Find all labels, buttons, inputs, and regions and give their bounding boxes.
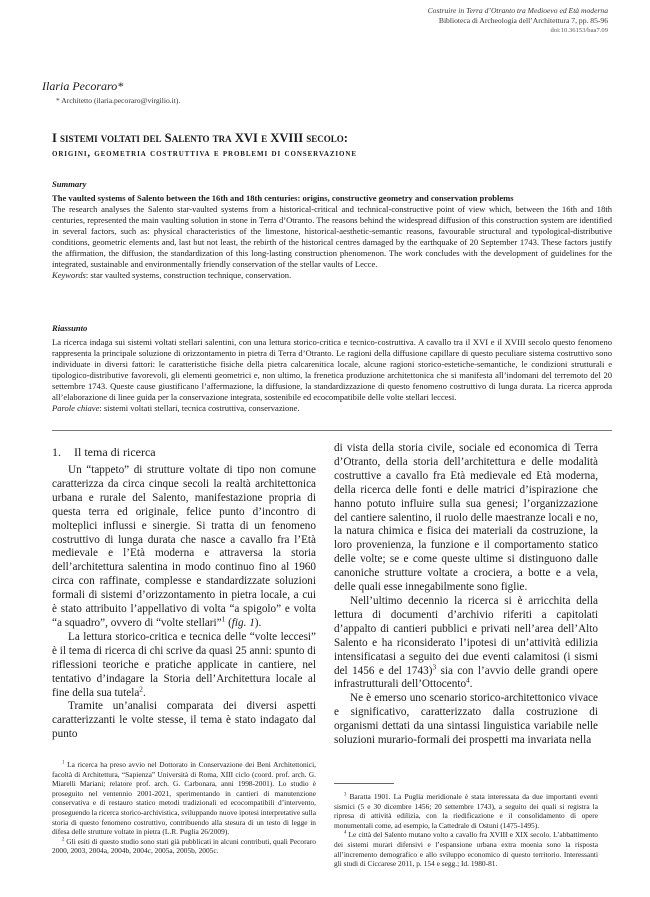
summary-block	[52, 179, 612, 281]
paragraph-text: Un “tappeto” di strutture voltate di tipo non comune caratterizza da circa cinque secoli la realtà architettonica urbana e rurale del Salento, manifestazione propria di questa terra ed originale, felice punto d’incontro di molteplici influssi e sinergie. Si tratta di un fenomeno costruttivo di lunga durata che nasce a cavallo fra l’Età medievale e l’Età moderna e attraversa la storia dell’architettura salentina in modo continuo fino al 1960 circa con raffinate, complesse e standardizzate soluzioni formali di sistemi d’orizzontamento in pietra locale, a cui è stato attribuito l’appellativo di volta “a spigolo” e volta “a squadro”, ovvero di “volte stellari”	[52, 464, 316, 629]
author-affiliation: * Architetto (ilaria.pecoraro@virgilio.it).	[56, 96, 181, 105]
footnote: $^4$ Le città del Salento mutano volto a cavallo fra XVIII e XIX secolo. L’abbattimento dei sistemi murari difensivi e l’espansione urbana extra moenia sono la risposta all’incremento demografico e allo sviluppo economico di questo territorio. Interessanti gli studi di Ciccarese 2011, p. 154 e segg.; Id. 1980-81.	[334, 830, 598, 869]
series-pages: Biblioteca di Archeologia dell’Architettura 7, pp. 85-96	[438, 16, 608, 25]
paragraph-text: Ne è emerso uno scenario storico-architettonico vivace e significativo, caratterizzato dalla costruzione di organismi dettati da una sintassi linguistica variabile nelle soluzioni murario-formali dei prospetti ma invariata nella	[334, 692, 598, 747]
footnote: $^3$ Baratta 1901. La Puglia meridionale è stata interessata da due importanti eventi sismici (5 e 30 dicembre 1456; 20 settembre 1743), a seguito dei quali si registra la ripresa di attività edilizia, con la riedificazione e il consolidamento di opere monumentali come, ad esempio, la Cattedrale di Ostuni (1475-1495).	[334, 792, 598, 830]
riassunto-heading: Riassunto	[52, 323, 88, 333]
paragraph-text: La lettura storico-critica e tecnica delle “volte leccesi” è il tema di ricerca di chi scrive da quasi 25 anni: spunto di riflessioni teoriche e pratiche applicate in cantiere, nel tentativo d’indagare la Storia dell’Architettura locale al fine della sua tutela	[52, 630, 316, 699]
section-heading	[52, 445, 156, 460]
footnote-text: Gli esiti di questo studio sono stati già pubblicati in alcuni contributi, quali Pecoraro 2000, 2003, 2004a, 2004b, 2004c, 2005a, 2005b, 2005c.	[52, 836, 316, 856]
footnote-rule	[334, 783, 394, 784]
footnote-ref[interactable]: 4	[466, 676, 470, 685]
journal-header	[428, 6, 608, 36]
riassunto-body: La ricerca indaga sui sistemi voltati stellari salentini, con una lettura storico-critica e tecnico-costruttiva. A cavallo tra il XVI e il XVIII secolo questo fenomeno rappresenta la principale soluzione di orizzontamento in pietra di Terra d’Otranto. Le ragioni della diffusione capillare di questo peculiare sistema costruttivo sono individuate in diversi fattori: le caratteristiche fisiche della pietra calcarenitica locale, alcune ragioni storico-estetiche-semantiche, le condizioni strutturali e tipologico-distributive favorevoli, gli elementi geometrici e, non ultimo, la frenetica produzione architettonica che si manifesta all’indomani del terremoto del 20 settembre 1743. Queste cause giustificano l’affermazione, la diffusione, la standardizzazione di questo fenomeno costruttivo di lunga durata. La ricerca approda all’elaborazione di linee guida per la conservazione integrata, sostenibile ed ecocompatibile delle volte stellari leccesi.	[52, 337, 612, 402]
paragraph-text: di vista della storia civile, sociale ed economica di Terra d’Otranto, della storia dell’architettura e delle modalità costruttive a cavallo fra Età medievale ed Età moderna, della ricerca delle fonti e delle matrici d’ispirazione che hanno potuto influire sulla sua genesi; l’organizzazione del cantiere salentino, il ruolo delle maestranze locali e no, la natura chimica e fisica dei materiali da costruzione, la loro provenienza, la funzione e il comportamento statico delle volte; se e come queste ultime si distinguono dalle canoniche strutture voltate a crociera, a botte e a vela, delle quali esse innegabilmente sono figlie.	[334, 442, 598, 594]
riassunto-keywords	[52, 403, 612, 414]
figure-ref[interactable]: fig. 1	[231, 616, 255, 629]
footnote: $^2$ Gli esiti di questo studio sono stati già pubblicati in alcuni contributi, quali Pecoraro 2000, 2003, 2004a, 2004b, 2004c, 2005a, 2005b, 2005c.	[52, 836, 316, 856]
doi[interactable]: doi:10.36153/baa7.09	[550, 27, 608, 34]
article-title	[52, 130, 612, 162]
body-column-right	[334, 442, 598, 748]
footnote: $^1$ La ricerca ha preso avvio nel Dottorato in Conservazione dei Beni Architettonici, facoltà di Architettura, “Sapienza” Università di Roma, XIII ciclo (coord. prof. arch. G. Miarelli Mariani; relatore prof. arch. G. Carbonara, anni 1998-2001). Lo studio è proseguito nel ventennio 2001-2021, sperimentando in cantieri di manutenzione conservativa e di restauro statico metodi tradizionali ed ecocompatibili d’intervento, proseguendo la ricerca storico-archivistica, sviluppando nuove ipotesi interpretative sulla storia di questo fenomeno costruttivo, contribuendo alla stesura di un testo di legge in difesa delle strutture voltate in pietra (L.R. Puglia 26/2009).	[52, 760, 316, 837]
footnotes-left	[52, 760, 316, 856]
summary-english-title: The vaulted systems of Salento between the 16th and 18th centuries: origins, constructive geometry and conservation problems	[52, 193, 514, 203]
title-line-2: origini, geometria costruttiva e problemi di conservazione	[52, 148, 357, 159]
footnote-ref[interactable]: 2	[139, 684, 143, 693]
keywords-text: : star vaulted systems, construction technique, conservation.	[85, 270, 292, 280]
paragraph	[334, 442, 598, 595]
paragraph	[334, 692, 598, 748]
section-title: Il tema di ricerca	[74, 445, 156, 459]
footnote-text: La ricerca ha preso avvio nel Dottorato in Conservazione dei Beni Architettonici, facoltà di Architettura, “Sapienza” Università di Roma, XIII ciclo (coord. prof. arch. G. Miarelli Mariani; relatore prof. arch. G. Carbonara, anni 1998-2001). Lo studio è proseguito nel ventennio 2001-2021, sperimentando in cantieri di manutenzione conservativa e di restauro statico metodi tradizionali ed ecocompatibili d’intervento, proseguendo la ricerca storico-archivistica, sviluppando nuove ipotesi interpretative sulla storia di questo fenomeno costruttivo, contribuendo alla stesura di un testo di legge in difesa delle strutture voltate in pietra (L.R. Puglia 26/2009).	[52, 760, 316, 837]
footnote-text: Le città del Salento mutano volto a cavallo fra XVIII e XIX secolo. L’abbattimento dei sistemi murari difensivi e l’espansione urbana extra moenia sono la risposta all’incremento demografico e allo sviluppo economico di questo territorio. Interessanti gli studi di Ciccarese 2011, p. 154 e segg.; Id. 1980-81.	[334, 830, 598, 869]
section-divider	[52, 430, 612, 431]
parole-chiave-text: : sistemi voltati stellari, tecnica costruttiva, conservazione.	[99, 403, 300, 413]
paragraph-text: Nell’ultimo decennio la ricerca si è arricchita della lettura di documenti d’archivio riferiti a capitolati d’appalto di cantieri pubblici e privati nell’area dell’Alto Salento e ha riconsiderato l’ipotesi di un’attività edilizia intensificatasi a seguito dei due eventi calamitosi (i sismi del 1456 e del 1743)	[334, 594, 598, 677]
footnote-text: Baratta 1901. La Puglia meridionale è stata interessata da due importanti eventi sismici (5 e 30 dicembre 1456; 20 settembre 1743), a seguito dei quali si registra la ripresa di attività edilizia, con la riedificazione e il consolidamento di opere monumentali come, ad esempio, la Cattedrale di Ostuni (1475-1495).	[334, 792, 598, 830]
paragraph: Un “tappeto” di strutture voltate di tipo non comune caratterizza da circa cinque secoli la realtà architettonica urbana e rurale del Salento, manifestazione propria di questa terra ed originale, felice punto d’incontro di molteplici influssi e sinergie. Si tratta di un fenomeno costruttivo di lunga durata che nasce a cavallo fra l’Età medievale e l’Età moderna e attraversa la storia dell’architettura salentina in modo continuo fino al 1960 circa con raffinate, complesse e standardizzate soluzioni formali di sistemi d’orizzontamento in pietra locale, a cui è stato attribuito l’appellativo di volta “a spigolo” e volta “a squadro”, ovvero di “volte stellari”$^1$ (fig. 1).	[52, 464, 316, 629]
summary-keywords	[52, 270, 612, 281]
keywords-label: Keywords	[52, 270, 86, 280]
paragraph: Nell’ultimo decennio la ricerca si è arricchita della lettura di documenti d’archivio riferiti a capitolati d’appalto di cantieri pubblici e privati nell’area dell’Alto Salento e ha riconsiderato l’ipotesi di un’attività edilizia intensificatasi a seguito dei due eventi calamitosi (i sismi del 1456 e del 1743)$^3$ sia con l’avvio delle grandi opere infrastrutturali dell’Ottocento$^4$.	[334, 594, 598, 691]
title-line-1: I sistemi voltati del Salento tra XVI e XVIII secolo:	[52, 131, 348, 145]
paragraph: La lettura storico-critica e tecnica delle “volte leccesi” è il tema di ricerca di chi scrive da quasi 25 anni: spunto di riflessioni teoriche e pratiche applicate in cantiere, nel tentativo d’indagare la Storia dell’Architettura locale al fine della sua tutela$^2$.	[52, 630, 316, 699]
parole-chiave-label: Parole chiave	[52, 403, 100, 413]
riassunto-block	[52, 323, 612, 414]
footnotes-right	[334, 792, 598, 869]
paragraph	[52, 700, 316, 742]
body-column-left	[52, 464, 316, 742]
section-number: 1.	[52, 445, 61, 459]
footnote-ref[interactable]: 3	[432, 662, 437, 671]
paragraph-text: Tramite un’analisi comparata dei diversi aspetti caratterizzanti le volte stesse, il tema è stato indagato dal punto	[52, 700, 316, 741]
summary-heading: Summary	[52, 179, 87, 189]
paragraph-text: sia con l’avvio delle grandi opere infrastrutturali dell’Ottocento	[334, 664, 598, 691]
footnote-ref[interactable]: 1	[221, 615, 226, 624]
book-title: Costruire in Terra d’Otranto tra Medioevo ed Età moderna	[427, 6, 608, 15]
author-name: Ilaria Pecoraro*	[42, 79, 124, 93]
summary-body: The research analyses the Salento star-vaulted systems from a historical-critical and technical-constructive point of view which, between the 16th and 18th centuries, represented the main vaulting solution in stone in Terra d’Otranto. The reasons behind the widespread diffusion of this construction system are identified in several factors, such as: physical characteristics of the limestone, historical-aesthetic-semantic reasons, favourable structural and typological-distributive conditions, geometric elements and, last but not least, the rebirth of the historical centres damaged by the earthquake of 20 September 1743. These factors justify the affirmation, the diffusion, the standardization of this long-lasting construction phenomenon. The work concludes with the development of guidelines for the integrated, sustainable and environmentally friendly conservation of the stellar vaults of Lecce.	[52, 204, 612, 269]
